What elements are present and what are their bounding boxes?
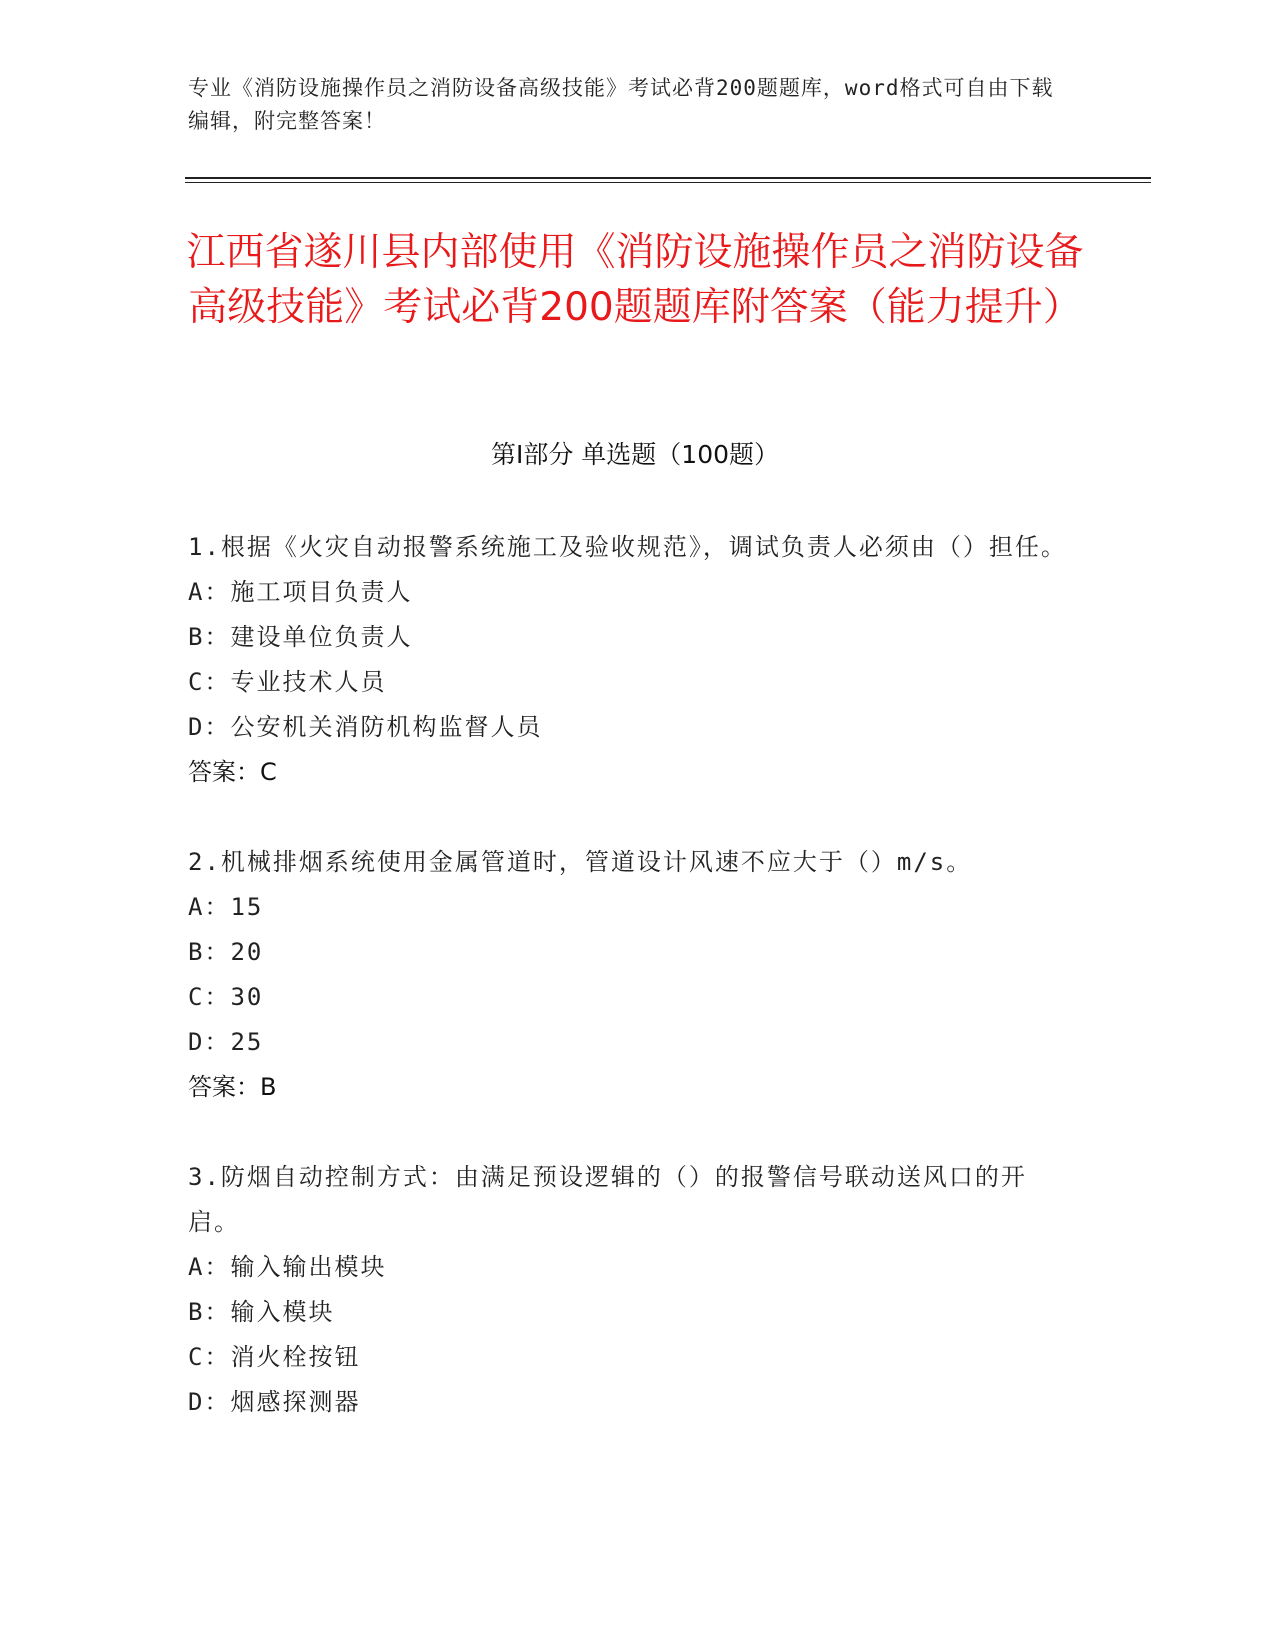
document-header: 专业《消防设施操作员之消防设备高级技能》考试必背200题题库，word格式可自由下载编辑，附完整答案！: [188, 76, 1054, 133]
option-d: D：公安机关消防机构监督人员: [188, 713, 543, 741]
answer: 答案：B: [188, 1073, 277, 1101]
question-list: [188, 525, 1068, 1425]
option-c: C：专业技术人员: [188, 668, 387, 696]
option-c: C：30: [188, 983, 264, 1011]
option-c: C：消火栓按钮: [188, 1343, 361, 1371]
document-title: 江西省遂川县内部使用《消防设施操作员之消防设备高级技能》考试必背200题题库附答案（能力提升）: [186, 230, 1084, 330]
question-stem: 1.根据《火灾自动报警系统施工及验收规范》，调试负责人必须由（）担任。: [188, 533, 1067, 561]
question-1: [188, 525, 1068, 795]
question-3: [188, 1155, 1068, 1425]
option-b: B：输入模块: [188, 1298, 335, 1326]
section-title: 第Ⅰ部分 单选题（100题）: [490, 440, 780, 469]
option-b: B：建设单位负责人: [188, 623, 413, 651]
header-divider-thick: [185, 177, 1151, 179]
option-a: A：施工项目负责人: [188, 578, 413, 606]
header-divider-thin: [185, 182, 1151, 183]
option-d: D：25: [188, 1028, 264, 1056]
question-stem: 3.防烟自动控制方式：由满足预设逻辑的（）的报警信号联动送风口的开启。: [188, 1163, 1027, 1236]
answer: 答案：C: [188, 758, 277, 786]
question-stem: 2.机械排烟系统使用金属管道时，管道设计风速不应大于（）m/s。: [188, 848, 973, 876]
question-2: [188, 840, 1068, 1110]
option-b: B：20: [188, 938, 264, 966]
option-a: A：输入输出模块: [188, 1253, 387, 1281]
option-a: A：15: [188, 893, 264, 921]
option-d: D：烟感探测器: [188, 1388, 361, 1416]
